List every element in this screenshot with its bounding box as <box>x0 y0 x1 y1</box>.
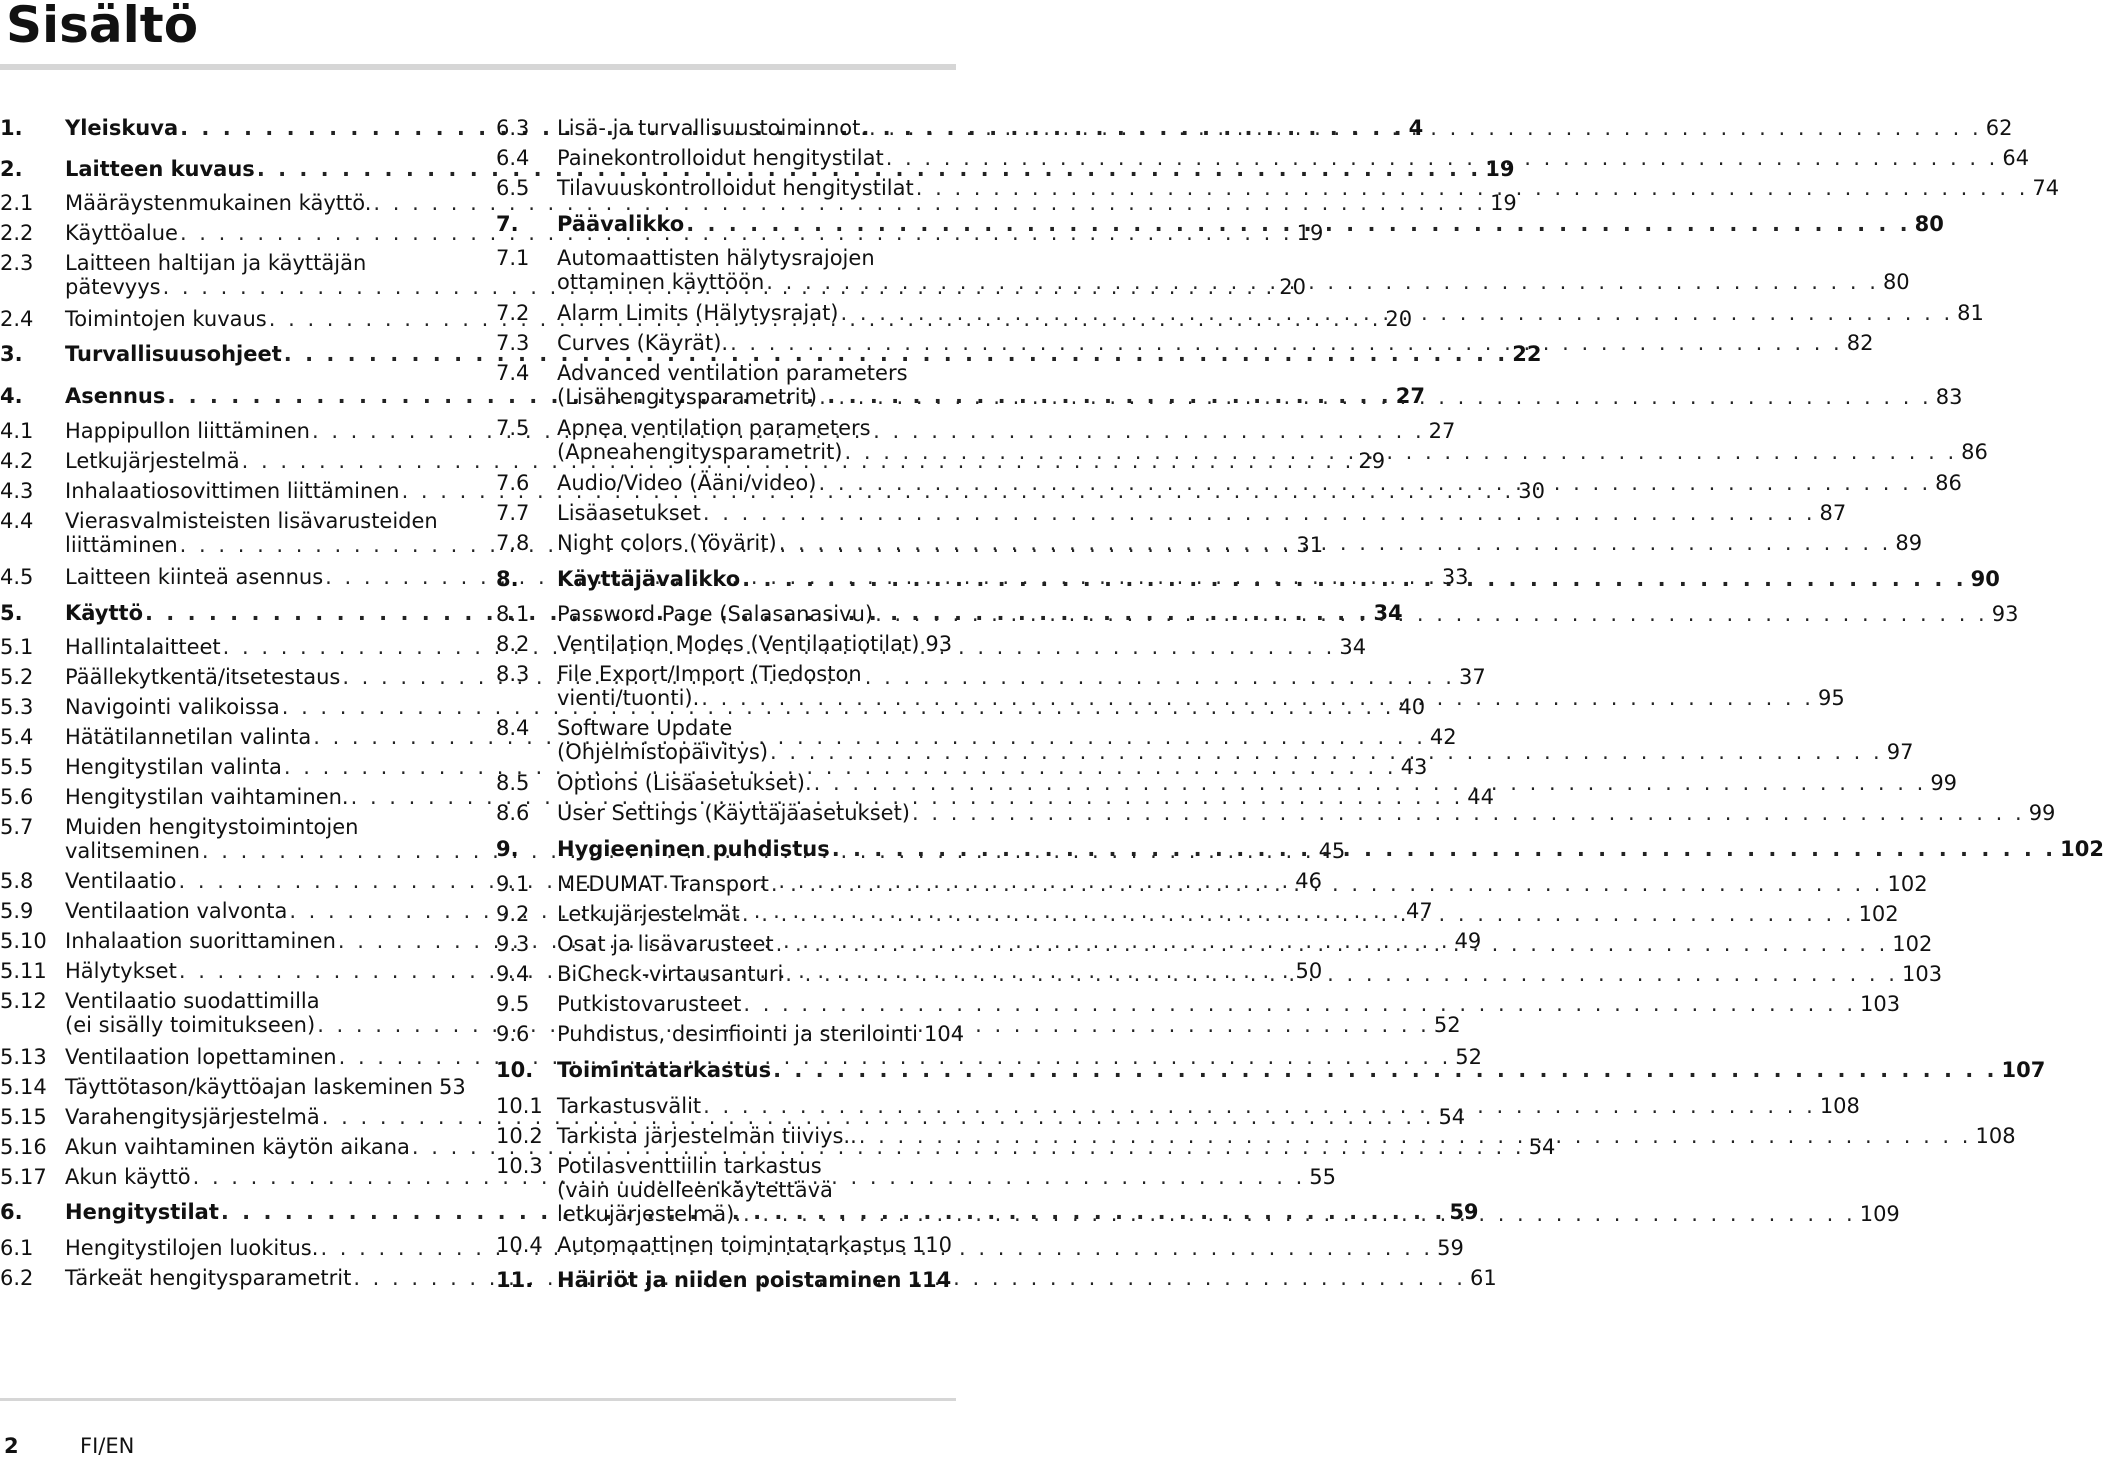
toc-entry-title: Letkujärjestelmät <box>557 902 740 926</box>
dot-leader <box>684 212 1910 236</box>
toc-entry-page: 59 <box>1437 1236 1464 1260</box>
toc-entry-title: (ei sisälly toimitukseen) <box>65 1013 316 1037</box>
toc-entry-title: File Export/Import (Tiedoston <box>557 662 862 686</box>
toc-entry-number: 7.2 <box>496 301 530 325</box>
toc-entry-title: Ventilaation lopettaminen <box>65 1045 337 1069</box>
toc-entry-title: pätevyys <box>65 275 161 299</box>
toc-entry-number: 4.1 <box>0 419 34 443</box>
toc-entry-page: 30 <box>1518 479 1545 503</box>
toc-entry-number: 5. <box>0 601 23 625</box>
toc-entry-page: 86 <box>1961 440 1988 464</box>
toc-entry-title: Tarkastusvälit <box>557 1094 702 1118</box>
toc-entry-number: 6.4 <box>496 146 530 170</box>
toc-entry-page: 86 <box>1935 471 1962 495</box>
toc-entry-page: 109 <box>1859 1202 1900 1226</box>
toc-entry-title: Päävalikko <box>557 212 685 236</box>
toc-entry-page: 4 <box>1408 116 1424 140</box>
dot-leader <box>839 301 1954 325</box>
toc-entry-number: 7.6 <box>496 471 530 495</box>
dot-leader <box>699 686 1814 710</box>
toc-entry-number: 9.1 <box>496 872 530 896</box>
toc-entry-title: Apnea ventilation parameters <box>557 416 871 440</box>
toc-entry-number: 7.4 <box>496 361 530 385</box>
toc-entry-number: 9.5 <box>496 992 530 1016</box>
toc-entry-title: Alarm Limits (Hälytysrajat) <box>557 301 839 325</box>
toc-entry-title: Hälytykset <box>65 959 177 983</box>
toc-entry-title: Tilavuuskontrolloidut hengitystilat <box>557 176 914 200</box>
toc-entry-page: 108 <box>1819 1094 1860 1118</box>
toc-entry-title: Yleiskuva <box>65 116 179 140</box>
toc-entry-title: Inhalaatiosovittimen liittäminen <box>65 479 400 503</box>
toc-entry-number: 9.4 <box>496 962 530 986</box>
toc-entry-number: 7.1 <box>496 246 530 270</box>
toc-entry-number: 6. <box>0 1200 23 1224</box>
toc-entry-page: 20 <box>1279 275 1306 299</box>
bottom-divider <box>0 1398 956 1401</box>
toc-entry-page: 93 <box>925 632 953 656</box>
toc-entry-page: 55 <box>1309 1165 1336 1189</box>
dot-leader <box>857 1124 1972 1148</box>
toc-entry-title: Software Update <box>557 716 733 740</box>
toc-entry-title: Ventilaation valvonta <box>65 899 288 923</box>
toc-entry-number: 8.6 <box>496 801 530 825</box>
toc-entry-number: 10.3 <box>496 1154 543 1178</box>
toc-entry-page: 49 <box>1454 929 1482 953</box>
dot-leader <box>914 176 2029 200</box>
toc-entry-title: Ventilaatio <box>65 869 177 893</box>
toc-entry-number: 8.2 <box>496 632 530 656</box>
dot-leader <box>741 992 1856 1016</box>
dot-leader <box>774 932 1889 956</box>
dot-leader <box>769 872 1884 896</box>
toc-entry-title: Hygieeninen puhdistus <box>557 837 830 861</box>
dot-leader <box>701 501 1816 525</box>
toc-entry-number: 5.7 <box>0 815 34 839</box>
toc-entry-page: 20 <box>1385 307 1413 331</box>
toc-entry-page: 97 <box>1886 740 1914 764</box>
toc-entry-title: BiCheck-virtausanturi <box>557 962 784 986</box>
toc-entry-title: Hengitystilat <box>65 1200 219 1224</box>
toc-entry-number: 2.4 <box>0 307 34 331</box>
toc-entry-title: Käyttöalue <box>65 221 178 245</box>
toc-entry-number: 8.3 <box>496 662 530 686</box>
toc-entry-number: 8.5 <box>496 771 530 795</box>
toc-entry-page: 19 <box>1490 191 1517 215</box>
toc-entry-title: Toimintojen kuvaus <box>65 307 267 331</box>
toc-entry-number: 4.5 <box>0 565 34 589</box>
toc-entry-page: 62 <box>1985 116 2013 140</box>
dot-leader <box>764 270 1879 294</box>
toc-entry-page: 80 <box>1882 270 1910 294</box>
toc-entry-page: 104 <box>924 1022 965 1046</box>
toc-entry-title: liittäminen <box>65 533 178 557</box>
toc-entry-title: Navigointi valikoissa <box>65 695 280 719</box>
toc-entry-page: 19 <box>1485 157 1515 181</box>
toc-entry-number: 7. <box>496 212 519 236</box>
dot-leader <box>740 902 1855 926</box>
dot-leader <box>910 801 2025 825</box>
toc-entry-page: 19 <box>1296 221 1324 245</box>
toc-entry-number: 9.6 <box>496 1022 530 1046</box>
toc-entry-title: Audio/Video (Ääni/video) <box>557 471 817 495</box>
toc-entry-page: 34 <box>1373 601 1403 625</box>
page-title: Sisältö <box>6 0 199 54</box>
dot-leader <box>867 116 1982 140</box>
toc-entry-page: 95 <box>1817 686 1845 710</box>
toc-entry-number: 9.3 <box>496 932 530 956</box>
toc-entry-page: 42 <box>1429 725 1457 749</box>
toc-entry-title: Automaattinen toimintatarkastus <box>557 1233 906 1257</box>
toc-entry-page: 107 <box>2001 1058 2046 1082</box>
toc-entry-page: 45 <box>1318 839 1346 863</box>
toc-entry-page: 37 <box>1459 665 1486 689</box>
toc-entry-page: 102 <box>1892 932 1933 956</box>
toc-entry-title: ottaminen käyttöön <box>557 270 765 294</box>
toc-entry-title: Ventilation Modes (Ventilaatiotilat) <box>557 632 920 656</box>
toc-entry-title: Hengitystilan vaihtaminen. <box>65 785 349 809</box>
toc-entry-page: 54 <box>1528 1135 1556 1159</box>
toc-entry-title: Inhalaation suorittaminen <box>65 929 336 953</box>
dot-leader <box>884 146 1999 170</box>
toc-entry-number: 5.11 <box>0 959 47 983</box>
toc-entry-number: 5.6 <box>0 785 34 809</box>
toc-entry-page: 53 <box>439 1075 466 1099</box>
toc-entry-title: Hengitystilan valinta <box>65 755 282 779</box>
toc-entry-title: Tarkista järjestelmän tiiviys.. <box>557 1124 857 1148</box>
toc-entry-number: 11. <box>496 1268 534 1292</box>
toc-entry-title: Automaattisten hälytysrajojen <box>557 246 875 270</box>
toc-entry-page: 102 <box>1858 902 1899 926</box>
toc-entry-number: 6.3 <box>496 116 530 140</box>
toc-entry-page: 108 <box>1975 1124 2016 1148</box>
toc-entry-page: 83 <box>1935 385 1963 409</box>
toc-entry-page: 74 <box>2032 176 2060 200</box>
toc-entry-page: 43 <box>1400 755 1428 779</box>
toc-entry-title: Painekontrolloidut hengitystilat <box>557 146 884 170</box>
toc-entry-number: 6.5 <box>496 176 530 200</box>
toc-entry-number: 5.2 <box>0 665 34 689</box>
toc-entry-page: 90 <box>1970 567 2000 591</box>
toc-entry-page: 50 <box>1295 959 1323 983</box>
toc-entry-number: 2.2 <box>0 221 34 245</box>
toc-entry-number: 6.1 <box>0 1236 34 1260</box>
toc-entry-title: Laitteen kuvaus <box>65 157 255 181</box>
toc-entry-number: 5.9 <box>0 899 34 923</box>
toc-entry-title: Käyttäjävalikko <box>557 567 741 591</box>
toc-entry-number: 7.8 <box>496 531 530 555</box>
toc-entry-page: 54 <box>1438 1105 1466 1129</box>
toc-entry-page: 33 <box>1441 565 1469 589</box>
toc-entry-number: 2.3 <box>0 251 34 275</box>
toc-entry-title: Vierasvalmisteisten lisävarusteiden <box>65 509 438 533</box>
toc-entry-page: 103 <box>1860 992 1901 1016</box>
dot-leader <box>728 331 1843 355</box>
toc-entry-title: Lisä- ja turvallisuustoiminnot. <box>557 116 868 140</box>
toc-entry-title: Advanced ventilation parameters <box>557 361 908 385</box>
toc-entry-page: 29 <box>1358 449 1386 473</box>
toc-entry-number: 8.1 <box>496 602 530 626</box>
toc-entry-number: 10.4 <box>496 1233 543 1257</box>
toc-entry-title: (Lisähengitysparametrit) <box>557 385 818 409</box>
toc-entry-page: 102 <box>1887 872 1928 896</box>
toc-entry-title: Hallintalaitteet <box>65 635 221 659</box>
toc-entry-title: Letkujärjestelmä <box>65 449 240 473</box>
toc-entry-title: Happipullon liittäminen <box>65 419 310 443</box>
toc-entry-number: 7.7 <box>496 501 530 525</box>
toc-entry-page: 47 <box>1406 899 1433 923</box>
toc-entry-title: valitseminen <box>65 839 200 863</box>
toc-entry-number: 9. <box>496 837 519 861</box>
toc-entry-page: 31 <box>1296 533 1324 557</box>
toc-entry-title: Ventilaatio suodattimilla <box>65 989 320 1013</box>
toc-entry-page: 93 <box>1991 602 2019 626</box>
toc-entry-page: 22 <box>1512 342 1542 366</box>
toc-entry-title: Hengitystilojen luokitus. <box>65 1236 319 1260</box>
toc-entry-page: 80 <box>1914 212 1944 236</box>
dot-leader <box>768 740 1883 764</box>
toc-entry-number: 4.4 <box>0 509 34 533</box>
toc-entry-number: 5.10 <box>0 929 47 953</box>
toc-entry-page: 52 <box>1455 1045 1483 1069</box>
toc-entry-title: (vain uudelleenkäytettävä <box>557 1178 833 1202</box>
toc-entry-title: Potilasventtiilin tarkastus <box>557 1154 822 1178</box>
toc-entry-number: 5.8 <box>0 869 34 893</box>
toc-entry-page: 87 <box>1819 501 1847 525</box>
toc-entry-page: 61 <box>1469 1266 1497 1290</box>
toc-entry-page: 103 <box>1901 962 1943 986</box>
toc-entry-page: 102 <box>2060 837 2104 861</box>
toc-entry-title: Lisäasetukset <box>557 501 701 525</box>
toc-entry-page: 46 <box>1295 869 1322 893</box>
toc-entry-number: 10. <box>496 1058 534 1082</box>
toc-entry-number: 6.2 <box>0 1266 34 1290</box>
toc-entry-title: Asennus <box>65 384 166 408</box>
toc-entry-title: Puhdistus, desinfiointi ja sterilointi <box>557 1022 918 1046</box>
toc-entry-number: 9.2 <box>496 902 530 926</box>
toc-entry-page: 27 <box>1395 384 1426 408</box>
toc-entry-page: 82 <box>1846 331 1874 355</box>
toc-entry-number: 8. <box>496 567 519 591</box>
toc-entry-title: Laitteen kiinteä asennus <box>65 565 324 589</box>
toc-entry-title: Night colors (Yövärit) <box>557 531 777 555</box>
toc-entry-title: vienti/tuonti). <box>557 686 700 710</box>
toc-entry-number: 5.13 <box>0 1045 47 1069</box>
footer-page-number: 2 <box>4 1434 19 1458</box>
toc-entry-number: 7.5 <box>496 416 530 440</box>
toc-entry-number: 5.16 <box>0 1135 47 1159</box>
dot-leader <box>777 531 1892 555</box>
toc-entry-title: Tärkeät hengitysparametrit <box>65 1266 352 1290</box>
toc-entry-page: 59 <box>1449 1200 1479 1224</box>
toc-entry-title: User Settings (Käyttäjäasetukset) <box>557 801 911 825</box>
toc-entry-number: 8.4 <box>496 716 530 740</box>
footer-language: FI/EN <box>80 1434 135 1458</box>
toc-entry-number: 1. <box>0 116 23 140</box>
dot-leader <box>873 602 1988 626</box>
toc-entry-title: Hätätilannetilan valinta <box>65 725 312 749</box>
toc-entry-number: 5.14 <box>0 1075 47 1099</box>
toc-entry-title: Käyttö <box>65 601 143 625</box>
dot-leader <box>741 1202 1856 1226</box>
toc-entry-page: 27 <box>1428 419 1456 443</box>
toc-entry-page: 114 <box>907 1268 952 1292</box>
toc-entry-title: Laitteen haltijan ja käyttäjän <box>65 251 367 275</box>
toc-entry-number: 7.3 <box>496 331 530 355</box>
toc-entry-title: (Ohjelmistopäivitys) <box>557 740 769 764</box>
toc-entry-number: 5.17 <box>0 1165 47 1189</box>
toc-entry-page: 99 <box>1930 771 1958 795</box>
toc-entry-number: 5.1 <box>0 635 34 659</box>
toc-entry-title: Häiriöt ja niiden poistaminen <box>557 1268 902 1292</box>
toc-entry-title: Muiden hengitystoimintojen <box>65 815 359 839</box>
toc-entry-title: letkujärjestelmä). <box>557 1202 742 1226</box>
toc-entry-title: Options (Lisäasetukset). <box>557 771 812 795</box>
toc-entry-title: MEDUMAT Transport <box>557 872 769 896</box>
toc-entry-title: Turvallisuusohjeet <box>65 342 282 366</box>
dot-leader <box>812 771 1927 795</box>
dot-leader <box>783 962 1898 986</box>
toc-entry-page: 89 <box>1895 531 1923 555</box>
toc-entry-title: Password Page (Salasanasivu) <box>557 602 874 626</box>
dot-leader <box>701 1094 1816 1118</box>
toc-entry-number: 10.1 <box>496 1094 543 1118</box>
toc-entry-number: 5.3 <box>0 695 34 719</box>
toc-entry-number: 5.4 <box>0 725 34 749</box>
toc-entry-number: 4.2 <box>0 449 34 473</box>
toc-entry-number: 5.12 <box>0 989 47 1013</box>
toc-entry-title: (Apneahengitysparametrit) <box>557 440 843 464</box>
toc-entry-number: 3. <box>0 342 23 366</box>
dot-leader <box>771 1058 1997 1082</box>
toc-entry-number: 2. <box>0 157 23 181</box>
toc-entry-page: 81 <box>1957 301 1984 325</box>
toc-entry-number: 10.2 <box>496 1124 543 1148</box>
dot-leader <box>816 471 1931 495</box>
toc-entry-title: Akun käyttö <box>65 1165 191 1189</box>
toc-entry-page: 44 <box>1467 785 1494 809</box>
toc-entry-number: 5.5 <box>0 755 34 779</box>
top-divider <box>0 64 956 70</box>
toc-entry-page: 99 <box>2028 801 2056 825</box>
dot-leader <box>830 837 2056 861</box>
toc-entry-title: Päällekytkentä/itsetestaus <box>65 665 341 689</box>
toc-entry-page: 64 <box>2002 146 2030 170</box>
toc-entry-title: Toimintatarkastus <box>557 1058 772 1082</box>
toc-entry-number: 4. <box>0 384 23 408</box>
dot-leader <box>817 385 1932 409</box>
toc-entry-number: 5.15 <box>0 1105 47 1129</box>
toc-entry-title: Määräystenmukainen käyttö. <box>65 191 372 215</box>
toc-entry-title: Akun vaihtaminen käytön aikana <box>65 1135 410 1159</box>
dot-leader <box>843 440 1958 464</box>
toc-entry-title: Curves (Käyrät). <box>557 331 729 355</box>
toc-entry-number: 2.1 <box>0 191 34 215</box>
toc-entry-number: 4.3 <box>0 479 34 503</box>
toc-entry-page: 34 <box>1339 635 1367 659</box>
toc-entry-title: Osat ja lisävarusteet <box>557 932 774 956</box>
toc-entry-page: 110 <box>911 1233 953 1257</box>
dot-leader <box>740 567 1966 591</box>
toc-entry-page: 40 <box>1398 695 1426 719</box>
toc-entry-title: Varahengitysjärjestelmä <box>65 1105 320 1129</box>
toc-entry-title: Täyttötason/käyttöajan laskeminen <box>65 1075 434 1099</box>
toc-entry-title: Putkistovarusteet <box>557 992 742 1016</box>
toc-entry-page: 52 <box>1433 1013 1461 1037</box>
